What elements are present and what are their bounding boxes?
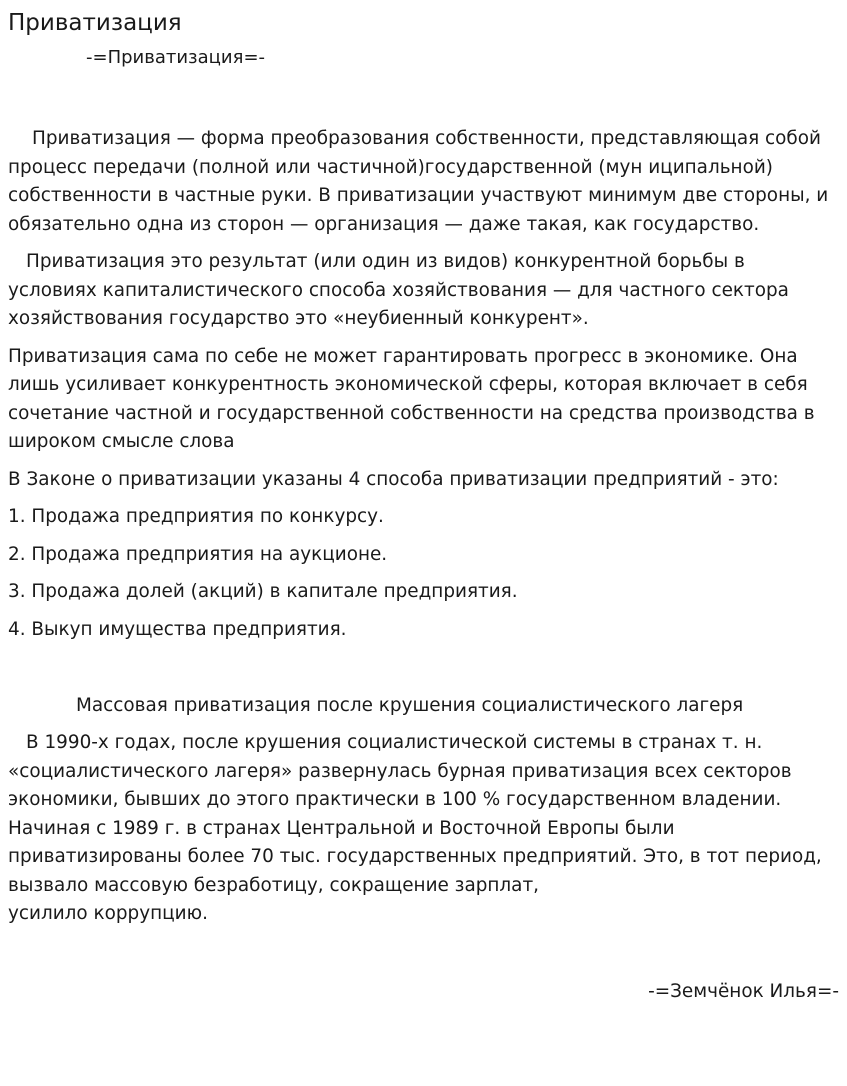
paragraph-mass-privatization-last-line: усилило коррупцию. [8, 903, 208, 924]
list-item: 2. Продажа предприятия на аукционе. [8, 543, 388, 565]
paragraph-law: В Законе о приватизации указаны 4 способа приватизации предприятий - это: [8, 468, 779, 490]
document-subtitle: -=Приватизация=- [86, 47, 266, 68]
paragraph-mass-privatization-text: В 1990-х годах, после крушения социалистической системы в странах т. н. «социалистического лагеря» развернулась бурная приватизация всех секторов экономики, бывших до этого практически в 100 % государственном владении. Начиная с 1989 г. в странах Центральной и Восточной Европы были приватизированы более 70 тыс. государственных предприятий. Это, в тот период, вызвало массовую безработицу, сокращение зарплат, [8, 732, 822, 896]
author-signature: -=Земчёнок Илья=- [648, 980, 839, 1002]
paragraph-competition: Приватизация это результат (или один из видов) конкурентной борьбы в условиях капиталистического способа хозяйствования — для частного сектора хозяйствования государство это «неубиенный конкурент». [8, 251, 789, 329]
list-item: 4. Выкуп имущества предприятия. [8, 618, 347, 640]
list-item: 1. Продажа предприятия по конкурсу. [8, 506, 384, 527]
section-heading: Массовая приватизация после крушения социалистического лагеря [76, 695, 744, 716]
paragraph-progress: Приватизация сама по себе не может гарантировать прогресс в экономике. Она лишь усиливает конкурентность экономической сферы, которая включает в себя сочетание частной и государственной собственности на средства производства в широком смысле слова [8, 345, 815, 452]
paragraph-definition: Приватизация — форма преобразования собственности, представляющая собой процесс передачи (полной или частичной)государственной (мун иципальной) собственности в частные руки. В приватизации участвуют минимум две стороны, и обязательно одна из сторон — организация — даже такая, как государство. [8, 128, 829, 235]
document-page [8, 8, 839, 1006]
list-item: 3. Продажа долей (акций) в капитале предприятия. [8, 581, 518, 602]
paragraph-mass-privatization [8, 729, 839, 929]
page-title: Приватизация [8, 10, 182, 36]
